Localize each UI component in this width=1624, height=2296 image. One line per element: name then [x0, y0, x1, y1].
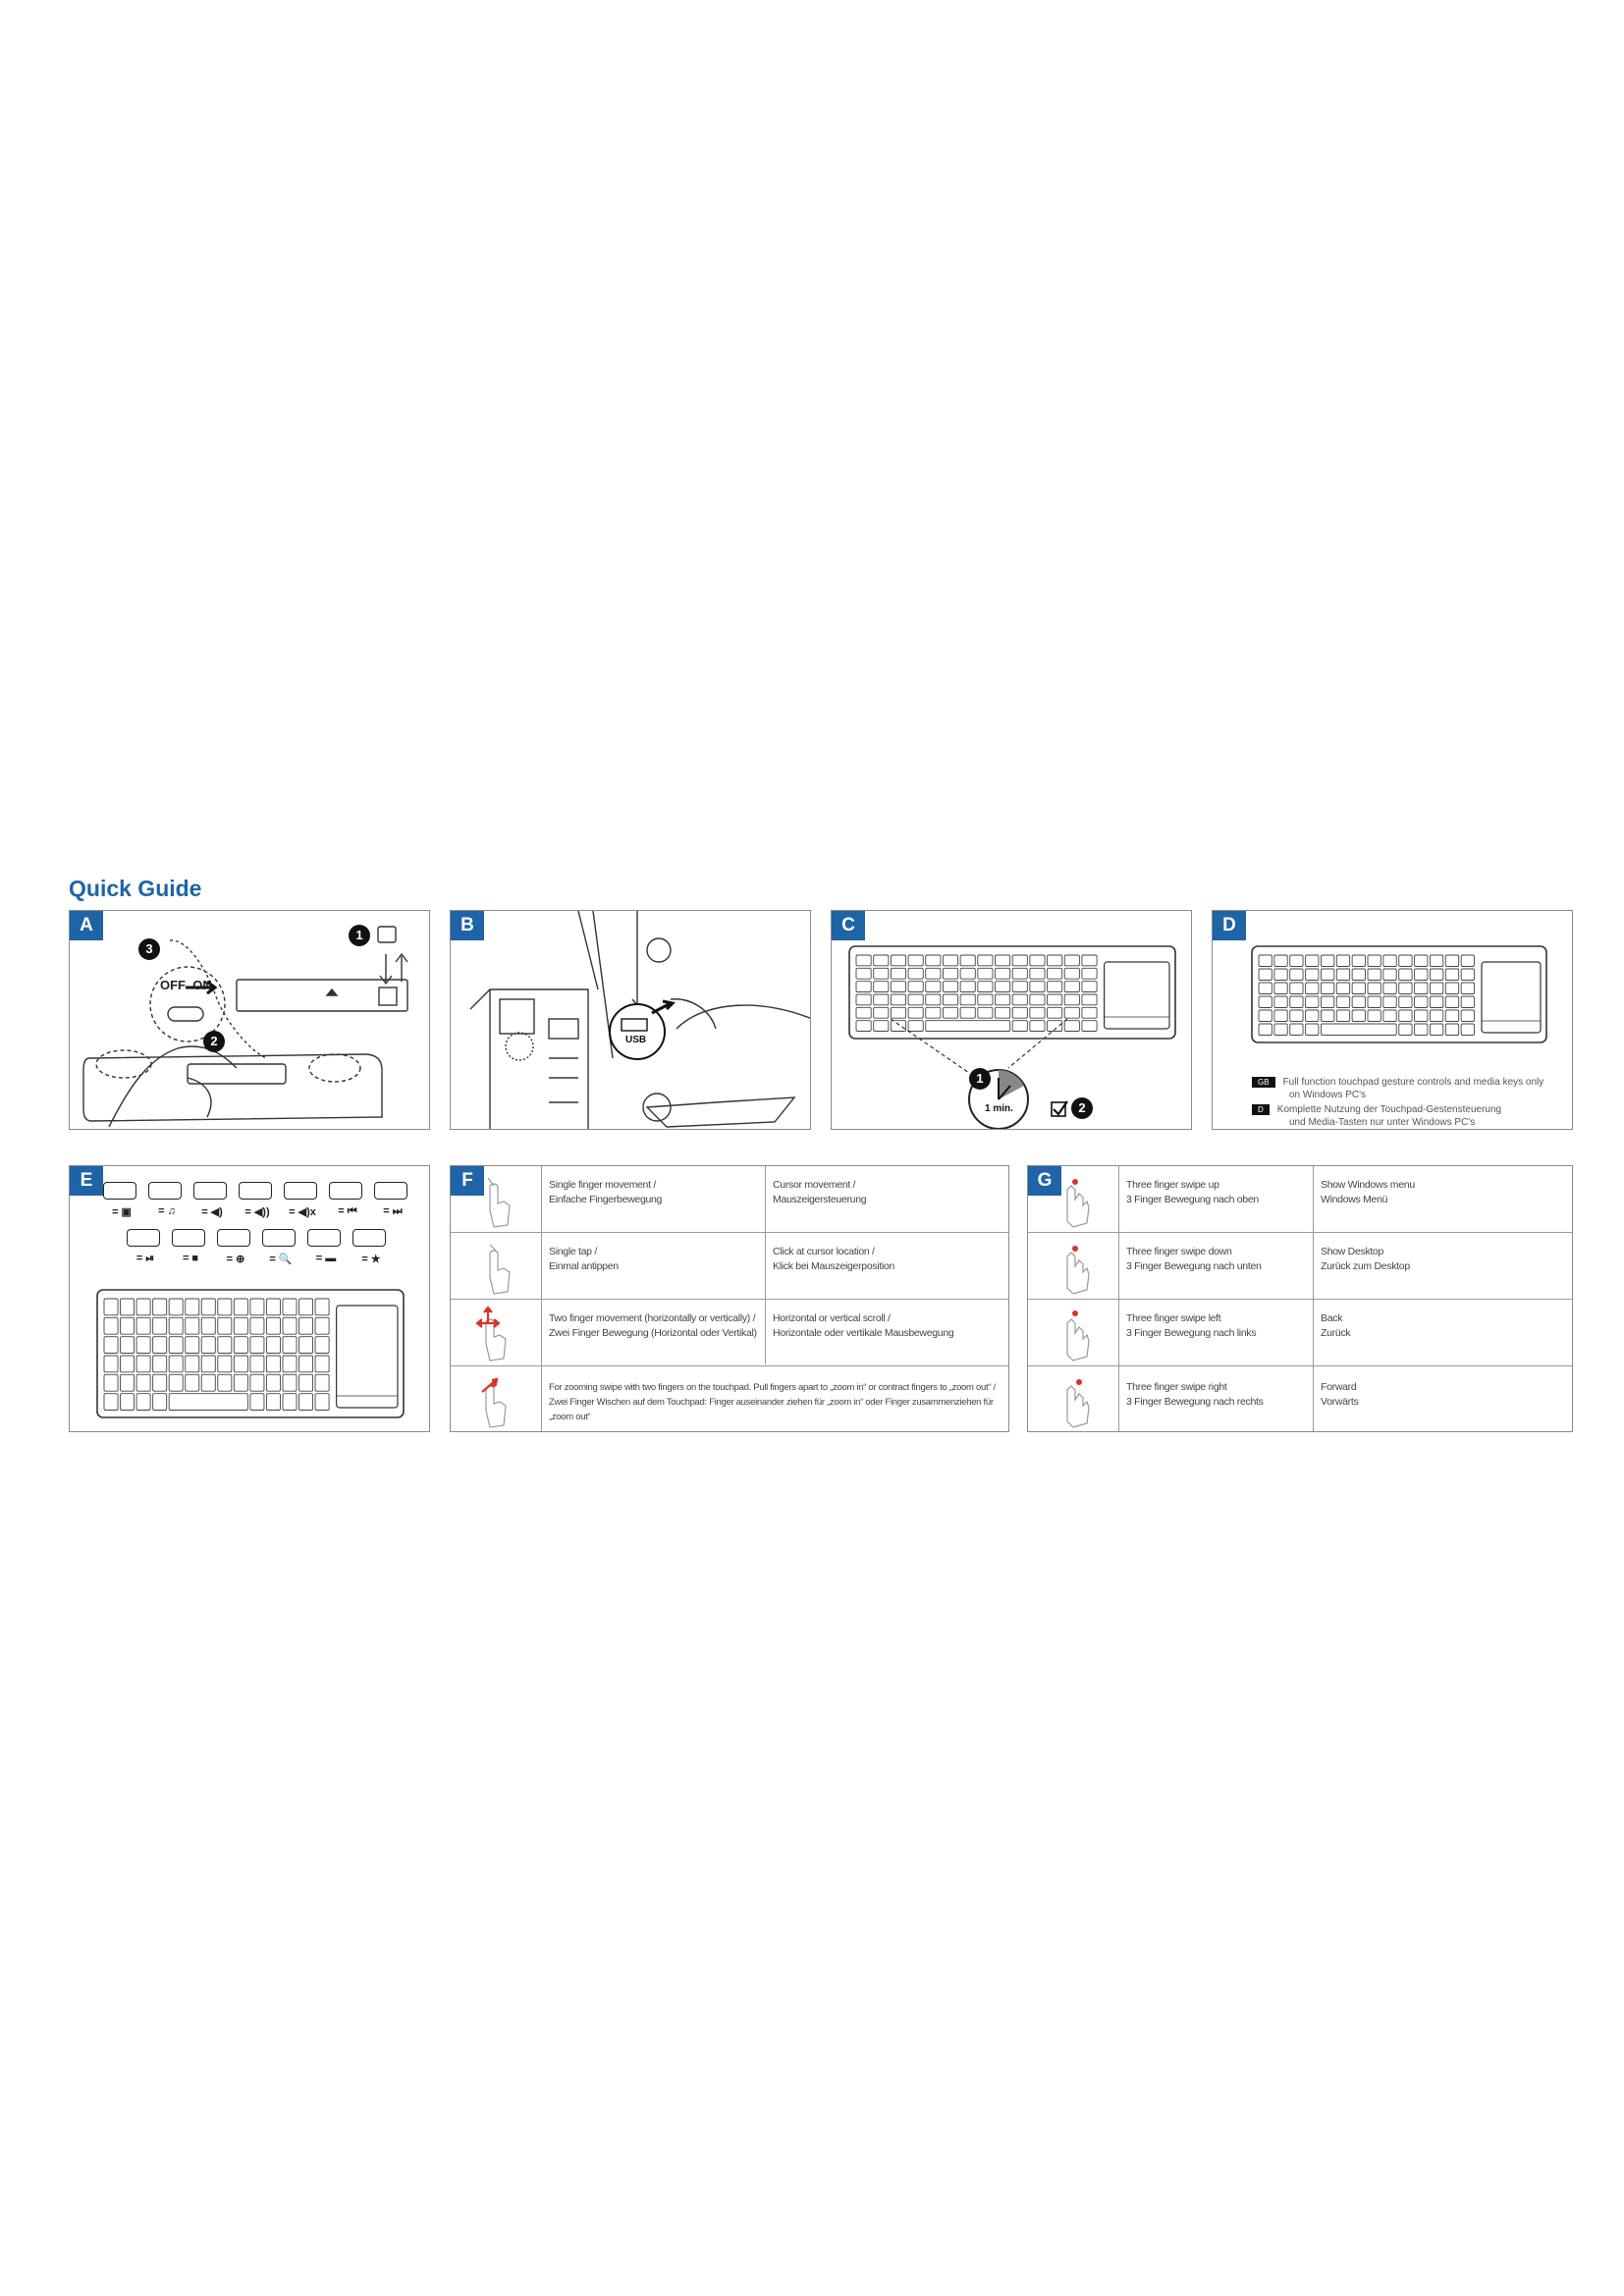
panel-b-illustration — [451, 911, 811, 1130]
keyboard-key — [169, 1337, 183, 1354]
media-key-label: = ♫ — [158, 1205, 176, 1217]
panel-c-label: C — [832, 911, 865, 940]
keyboard-key — [1352, 955, 1365, 967]
keyboard-key — [1290, 969, 1303, 981]
keyboard-key — [299, 1337, 313, 1354]
space-bar — [1321, 1024, 1396, 1036]
panel-g-label: G — [1028, 1166, 1061, 1196]
keyboard-key — [315, 1299, 329, 1315]
action-description — [773, 1178, 1003, 1207]
keyboard-key — [1274, 955, 1287, 967]
media-key-icon — [127, 1229, 160, 1247]
keyboard-key — [266, 1337, 280, 1354]
keyboard-key — [1321, 969, 1333, 981]
step-2-badge: 2 — [1071, 1097, 1093, 1119]
action-text-de: Vorwärts — [1321, 1396, 1359, 1408]
media-key-label: = ◀) — [201, 1206, 223, 1218]
keyboard-key — [121, 1317, 135, 1334]
keyboard-key — [1445, 1024, 1458, 1036]
media-key-label: = ▣ — [112, 1206, 132, 1218]
panel-d-label: D — [1213, 911, 1246, 940]
keyboard-key — [201, 1317, 215, 1334]
keyboard-key — [1290, 1024, 1303, 1036]
panel-a-label: A — [70, 911, 103, 940]
keyboard-key — [136, 1374, 150, 1391]
keyboard-key — [315, 1337, 329, 1354]
panel-f — [450, 1165, 1009, 1432]
media-key-icon — [284, 1182, 317, 1200]
keyboard-key — [136, 1337, 150, 1354]
keyboard-key — [250, 1337, 264, 1354]
gesture-text-en: Single tap / — [549, 1246, 597, 1257]
keyboard-key — [201, 1374, 215, 1391]
gesture-description — [549, 1311, 760, 1341]
action-description — [773, 1245, 1003, 1274]
action-text-en: Cursor movement / — [773, 1179, 856, 1191]
keyboard-key — [283, 1374, 297, 1391]
step-1-badge: 1 — [349, 925, 370, 946]
keyboard-key — [1415, 955, 1428, 967]
gb-tag: GB — [1252, 1077, 1275, 1088]
action-description — [773, 1311, 1003, 1341]
keyboard-key — [136, 1356, 150, 1372]
action-description — [1321, 1178, 1566, 1207]
keyboard-key — [153, 1317, 167, 1334]
keyboard-key — [266, 1356, 280, 1372]
touchpad — [337, 1306, 398, 1408]
action-text-de: Zurück — [1321, 1327, 1351, 1339]
keyboard-key — [234, 1299, 247, 1315]
keyboard-key — [121, 1374, 135, 1391]
media-key-icon — [148, 1182, 182, 1200]
gb-note-line-1: Full function touchpad gesture controls and media keys only — [1282, 1077, 1544, 1088]
keyboard-key — [1259, 1010, 1272, 1022]
keyboard-key — [1430, 996, 1442, 1008]
keyboard-key — [121, 1356, 135, 1372]
keyboard-key — [201, 1337, 215, 1354]
action-text-de: Mauszeigersteuerung — [773, 1194, 867, 1205]
media-key-icon — [352, 1229, 386, 1247]
keyboard-key — [234, 1317, 247, 1334]
step-1-badge: 1 — [969, 1068, 991, 1090]
usb-label: USB — [625, 1035, 647, 1045]
gesture-icons — [1028, 1166, 1118, 1432]
keyboard-key — [1352, 996, 1365, 1008]
keyboard-key — [1290, 996, 1303, 1008]
keyboard-key — [218, 1356, 232, 1372]
gb-note-line-2: on Windows PC's — [1289, 1090, 1367, 1100]
action-text-en: Show Desktop — [1321, 1246, 1384, 1257]
keyboard-key — [1336, 955, 1349, 967]
keyboard-key — [283, 1299, 297, 1315]
panel-b-label: B — [451, 911, 484, 940]
keyboard-key — [283, 1317, 297, 1334]
panel-a-illustration — [70, 911, 430, 1130]
panel-g — [1027, 1165, 1573, 1432]
keyboard-key — [1274, 983, 1287, 994]
keyboard-key — [283, 1356, 297, 1372]
panel-e-label: E — [70, 1166, 103, 1196]
media-key-icon — [193, 1182, 227, 1200]
keyboard-key — [1445, 969, 1458, 981]
gesture-text-de: Einmal antippen — [549, 1260, 619, 1272]
gesture-text-de: Zwei Finger Wischen auf dem Touchpad: Finger auseinander ziehen für „zoom in“ oder Finger zusammenziehen für „zoom out“ — [549, 1397, 994, 1422]
keyboard-key — [186, 1337, 199, 1354]
keyboard-key — [169, 1374, 183, 1391]
keyboard-key — [1415, 1010, 1428, 1022]
keyboard-key — [1306, 955, 1319, 967]
keyboard-key — [1445, 983, 1458, 994]
keyboard-key — [1352, 1010, 1365, 1022]
keyboard-key — [1274, 1024, 1287, 1036]
keyboard-key — [1383, 955, 1396, 967]
keyboard-key — [1368, 969, 1380, 981]
keyboard-key — [1461, 983, 1474, 994]
media-key-label: = ⏭ — [383, 1205, 403, 1217]
keyboard-key — [1368, 955, 1380, 967]
d-note — [1252, 1103, 1501, 1129]
keyboard-key — [250, 1356, 264, 1372]
keyboard-key — [1321, 996, 1333, 1008]
gesture-description — [1126, 1311, 1308, 1341]
keyboard-key — [250, 1394, 264, 1411]
keyboard-key — [1415, 969, 1428, 981]
keyboard-key — [136, 1299, 150, 1315]
keyboard-key — [1383, 983, 1396, 994]
action-text-en: Show Windows menu — [1321, 1179, 1415, 1191]
keyboard-key — [1445, 1010, 1458, 1022]
action-text-de: Windows Menü — [1321, 1194, 1388, 1205]
keyboard-key — [315, 1356, 329, 1372]
gb-note — [1252, 1076, 1543, 1101]
action-description — [1321, 1380, 1566, 1410]
keyboard-key — [1461, 996, 1474, 1008]
keyboard-key — [1274, 996, 1287, 1008]
keyboard-key — [104, 1394, 118, 1411]
keyboard-key — [1383, 996, 1396, 1008]
gesture-text-de: Einfache Fingerbewegung — [549, 1194, 663, 1205]
keyboard-key — [1415, 983, 1428, 994]
keyboard-key — [1352, 983, 1365, 994]
keyboard-key — [218, 1374, 232, 1391]
keyboard-key — [234, 1337, 247, 1354]
keyboard-key — [1336, 969, 1349, 981]
page-title: Quick Guide — [69, 876, 202, 901]
media-key-icon — [172, 1229, 205, 1247]
keyboard-key — [1259, 996, 1272, 1008]
keyboard-key — [234, 1374, 247, 1391]
action-description — [1321, 1311, 1566, 1341]
media-key-label: = ⊕ — [226, 1254, 245, 1265]
keyboard-key — [121, 1337, 135, 1354]
action-text-de: Horizontale oder vertikale Mausbewegung — [773, 1327, 954, 1339]
keyboard-key — [1321, 955, 1333, 967]
keyboard-key — [1306, 969, 1319, 981]
media-key-icon — [374, 1182, 407, 1200]
keyboard-key — [250, 1317, 264, 1334]
gesture-description — [549, 1245, 760, 1274]
keyboard-key — [299, 1299, 313, 1315]
keyboard-key — [283, 1337, 297, 1354]
media-key-icon — [217, 1229, 250, 1247]
gesture-text-en: Single finger movement / — [549, 1179, 656, 1191]
keyboard-key — [1399, 983, 1412, 994]
keyboard-key — [1259, 1024, 1272, 1036]
keyboard-key — [1383, 969, 1396, 981]
keyboard-key — [1415, 1024, 1428, 1036]
keyboard-key — [201, 1299, 215, 1315]
keyboard-key — [1306, 1024, 1319, 1036]
keyboard-key — [315, 1394, 329, 1411]
gesture-description — [549, 1178, 760, 1207]
action-description — [1321, 1245, 1566, 1274]
d-note-line-1: Komplette Nutzung der Touchpad-Gestensteuerung — [1276, 1104, 1502, 1115]
media-key-icon — [307, 1229, 341, 1247]
keyboard-key — [1399, 996, 1412, 1008]
media-key-label: = ▬ — [315, 1253, 337, 1264]
keyboard-key — [250, 1374, 264, 1391]
media-key-label: = ⏯ — [135, 1253, 155, 1264]
keyboard-key — [1368, 996, 1380, 1008]
keyboard-key — [283, 1394, 297, 1411]
keyboard-key — [1383, 1010, 1396, 1022]
gesture-text-de: 3 Finger Bewegung nach unten — [1126, 1260, 1262, 1272]
panel-b — [450, 910, 811, 1130]
keyboard-key — [186, 1374, 199, 1391]
action-text-de: Klick bei Mauszeigerposition — [773, 1260, 895, 1272]
keyboard-key — [1352, 969, 1365, 981]
timer-label: 1 min. — [985, 1103, 1013, 1114]
keyboard-key — [1290, 955, 1303, 967]
keyboard-key — [136, 1394, 150, 1411]
media-key-label: = ■ — [182, 1253, 199, 1264]
keyboard-key — [153, 1394, 167, 1411]
keyboard-key — [299, 1356, 313, 1372]
gesture-text-en: Two finger movement (horizontally or vertically) / — [549, 1312, 756, 1324]
keyboard-key — [1461, 955, 1474, 967]
gesture-text-de: Zwei Finger Bewegung (Horizontal oder Vertikal) — [549, 1327, 757, 1339]
keyboard-key — [1430, 983, 1442, 994]
keyboard-key — [1445, 955, 1458, 967]
media-key-label: = ◀)) — [244, 1206, 270, 1218]
keyboard-key — [104, 1337, 118, 1354]
keyboard-key — [1290, 983, 1303, 994]
keyboard-key — [136, 1317, 150, 1334]
keyboard-key — [315, 1374, 329, 1391]
panel-a — [69, 910, 430, 1130]
keyboard-key — [1368, 983, 1380, 994]
keyboard-key — [1461, 969, 1474, 981]
step-3-badge: 3 — [138, 938, 160, 960]
keyboard-key — [104, 1356, 118, 1372]
gesture-text-en: Three finger swipe right — [1126, 1381, 1227, 1393]
keyboard-key — [1274, 969, 1287, 981]
keyboard-key — [1259, 955, 1272, 967]
gesture-description — [1126, 1245, 1308, 1274]
keyboard-key — [104, 1317, 118, 1334]
keyboard-key — [218, 1299, 232, 1315]
keyboard-key — [266, 1299, 280, 1315]
keyboard-key — [186, 1317, 199, 1334]
keyboard-key — [218, 1317, 232, 1334]
keyboard-key — [266, 1374, 280, 1391]
keyboard-key — [1321, 983, 1333, 994]
keyboard-key — [1461, 1010, 1474, 1022]
media-key-label: = ★ — [361, 1254, 381, 1265]
gesture-text-en: For zooming swipe with two fingers on the touchpad. Pull fingers apart to „zoom in“ or contract fingers to „zoom out“ / — [549, 1382, 996, 1393]
keyboard-key — [169, 1299, 183, 1315]
keyboard-key — [1321, 1010, 1333, 1022]
gesture-description — [1126, 1380, 1308, 1410]
keyboard-key — [266, 1317, 280, 1334]
keyboard-key — [1399, 969, 1412, 981]
keyboard-key — [1274, 1010, 1287, 1022]
power-switch-label: OFF ON — [160, 978, 212, 992]
keyboard-key — [1430, 1010, 1442, 1022]
keyboard-key — [1259, 983, 1272, 994]
keyboard-key — [1430, 969, 1442, 981]
keyboard-key — [1290, 1010, 1303, 1022]
keyboard-key — [169, 1356, 183, 1372]
keyboard-key — [1306, 996, 1319, 1008]
media-key-icon — [262, 1229, 296, 1247]
gesture-description — [549, 1380, 1005, 1424]
action-text-en: Forward — [1321, 1381, 1357, 1393]
keyboard-key — [104, 1299, 118, 1315]
gesture-text-de: 3 Finger Bewegung nach rechts — [1126, 1396, 1264, 1408]
keyboard-key — [153, 1299, 167, 1315]
keyboard-key — [121, 1299, 135, 1315]
keyboard-key — [1336, 1010, 1349, 1022]
keyboard-key — [153, 1356, 167, 1372]
panel-e — [69, 1165, 430, 1432]
action-text-en: Click at cursor location / — [773, 1246, 875, 1257]
gesture-text-de: 3 Finger Bewegung nach oben — [1126, 1194, 1259, 1205]
action-text-en: Horizontal or vertical scroll / — [773, 1312, 891, 1324]
gesture-text-en: Three finger swipe down — [1126, 1246, 1232, 1257]
media-key-label: = 🔍 — [269, 1254, 293, 1265]
action-text-de: Zurück zum Desktop — [1321, 1260, 1410, 1272]
keyboard-key — [315, 1317, 329, 1334]
column-divider — [765, 1166, 766, 1364]
keyboard-key — [299, 1374, 313, 1391]
panel-c-timer — [832, 911, 1192, 1130]
keyboard-key — [299, 1317, 313, 1334]
d-tag: D — [1252, 1104, 1270, 1115]
keyboard-key — [234, 1356, 247, 1372]
keyboard-key — [1306, 1010, 1319, 1022]
media-key-icon — [103, 1182, 136, 1200]
keyboard-key — [218, 1337, 232, 1354]
action-text-en: Back — [1321, 1312, 1343, 1324]
keyboard-key — [1445, 996, 1458, 1008]
keyboard-key — [201, 1356, 215, 1372]
keyboard-key — [153, 1337, 167, 1354]
media-key-label: = ◀)x — [289, 1206, 316, 1218]
keyboard-key — [1430, 955, 1442, 967]
keyboard-key — [1306, 983, 1319, 994]
panel-f-label: F — [451, 1166, 484, 1196]
keyboard-key — [186, 1299, 199, 1315]
keyboard-key — [186, 1356, 199, 1372]
keyboard-key — [299, 1394, 313, 1411]
keyboard-key — [1259, 969, 1272, 981]
media-key-label: = ⏮ — [338, 1205, 357, 1217]
touchpad — [1482, 962, 1541, 1033]
keyboard-key — [1461, 1024, 1474, 1036]
gesture-text-en: Three finger swipe up — [1126, 1179, 1219, 1191]
d-note-line-2: und Media-Tasten nur unter Windows PC's — [1289, 1117, 1476, 1128]
media-key-icon — [329, 1182, 362, 1200]
keyboard-key — [1399, 1024, 1412, 1036]
keyboard-key — [266, 1394, 280, 1411]
keyboard-key — [250, 1299, 264, 1315]
keyboard-key — [153, 1374, 167, 1391]
media-key-icon — [239, 1182, 272, 1200]
keyboard-key — [1430, 1024, 1442, 1036]
keyboard-key — [1336, 996, 1349, 1008]
step-2-badge: 2 — [203, 1031, 225, 1052]
gesture-description — [1126, 1178, 1308, 1207]
gesture-text-en: Three finger swipe left — [1126, 1312, 1221, 1324]
keyboard-key — [1399, 1010, 1412, 1022]
keyboard-key — [1368, 1010, 1380, 1022]
keyboard-key — [1336, 983, 1349, 994]
gesture-icons — [451, 1166, 541, 1432]
keyboard-key — [1415, 996, 1428, 1008]
space-bar — [169, 1394, 247, 1411]
keyboard-key — [121, 1394, 135, 1411]
gesture-text-de: 3 Finger Bewegung nach links — [1126, 1327, 1257, 1339]
keyboard-key — [1399, 955, 1412, 967]
keyboard-key — [169, 1317, 183, 1334]
panel-c — [831, 910, 1192, 1130]
keyboard-key — [104, 1374, 118, 1391]
panel-d — [1212, 910, 1573, 1130]
